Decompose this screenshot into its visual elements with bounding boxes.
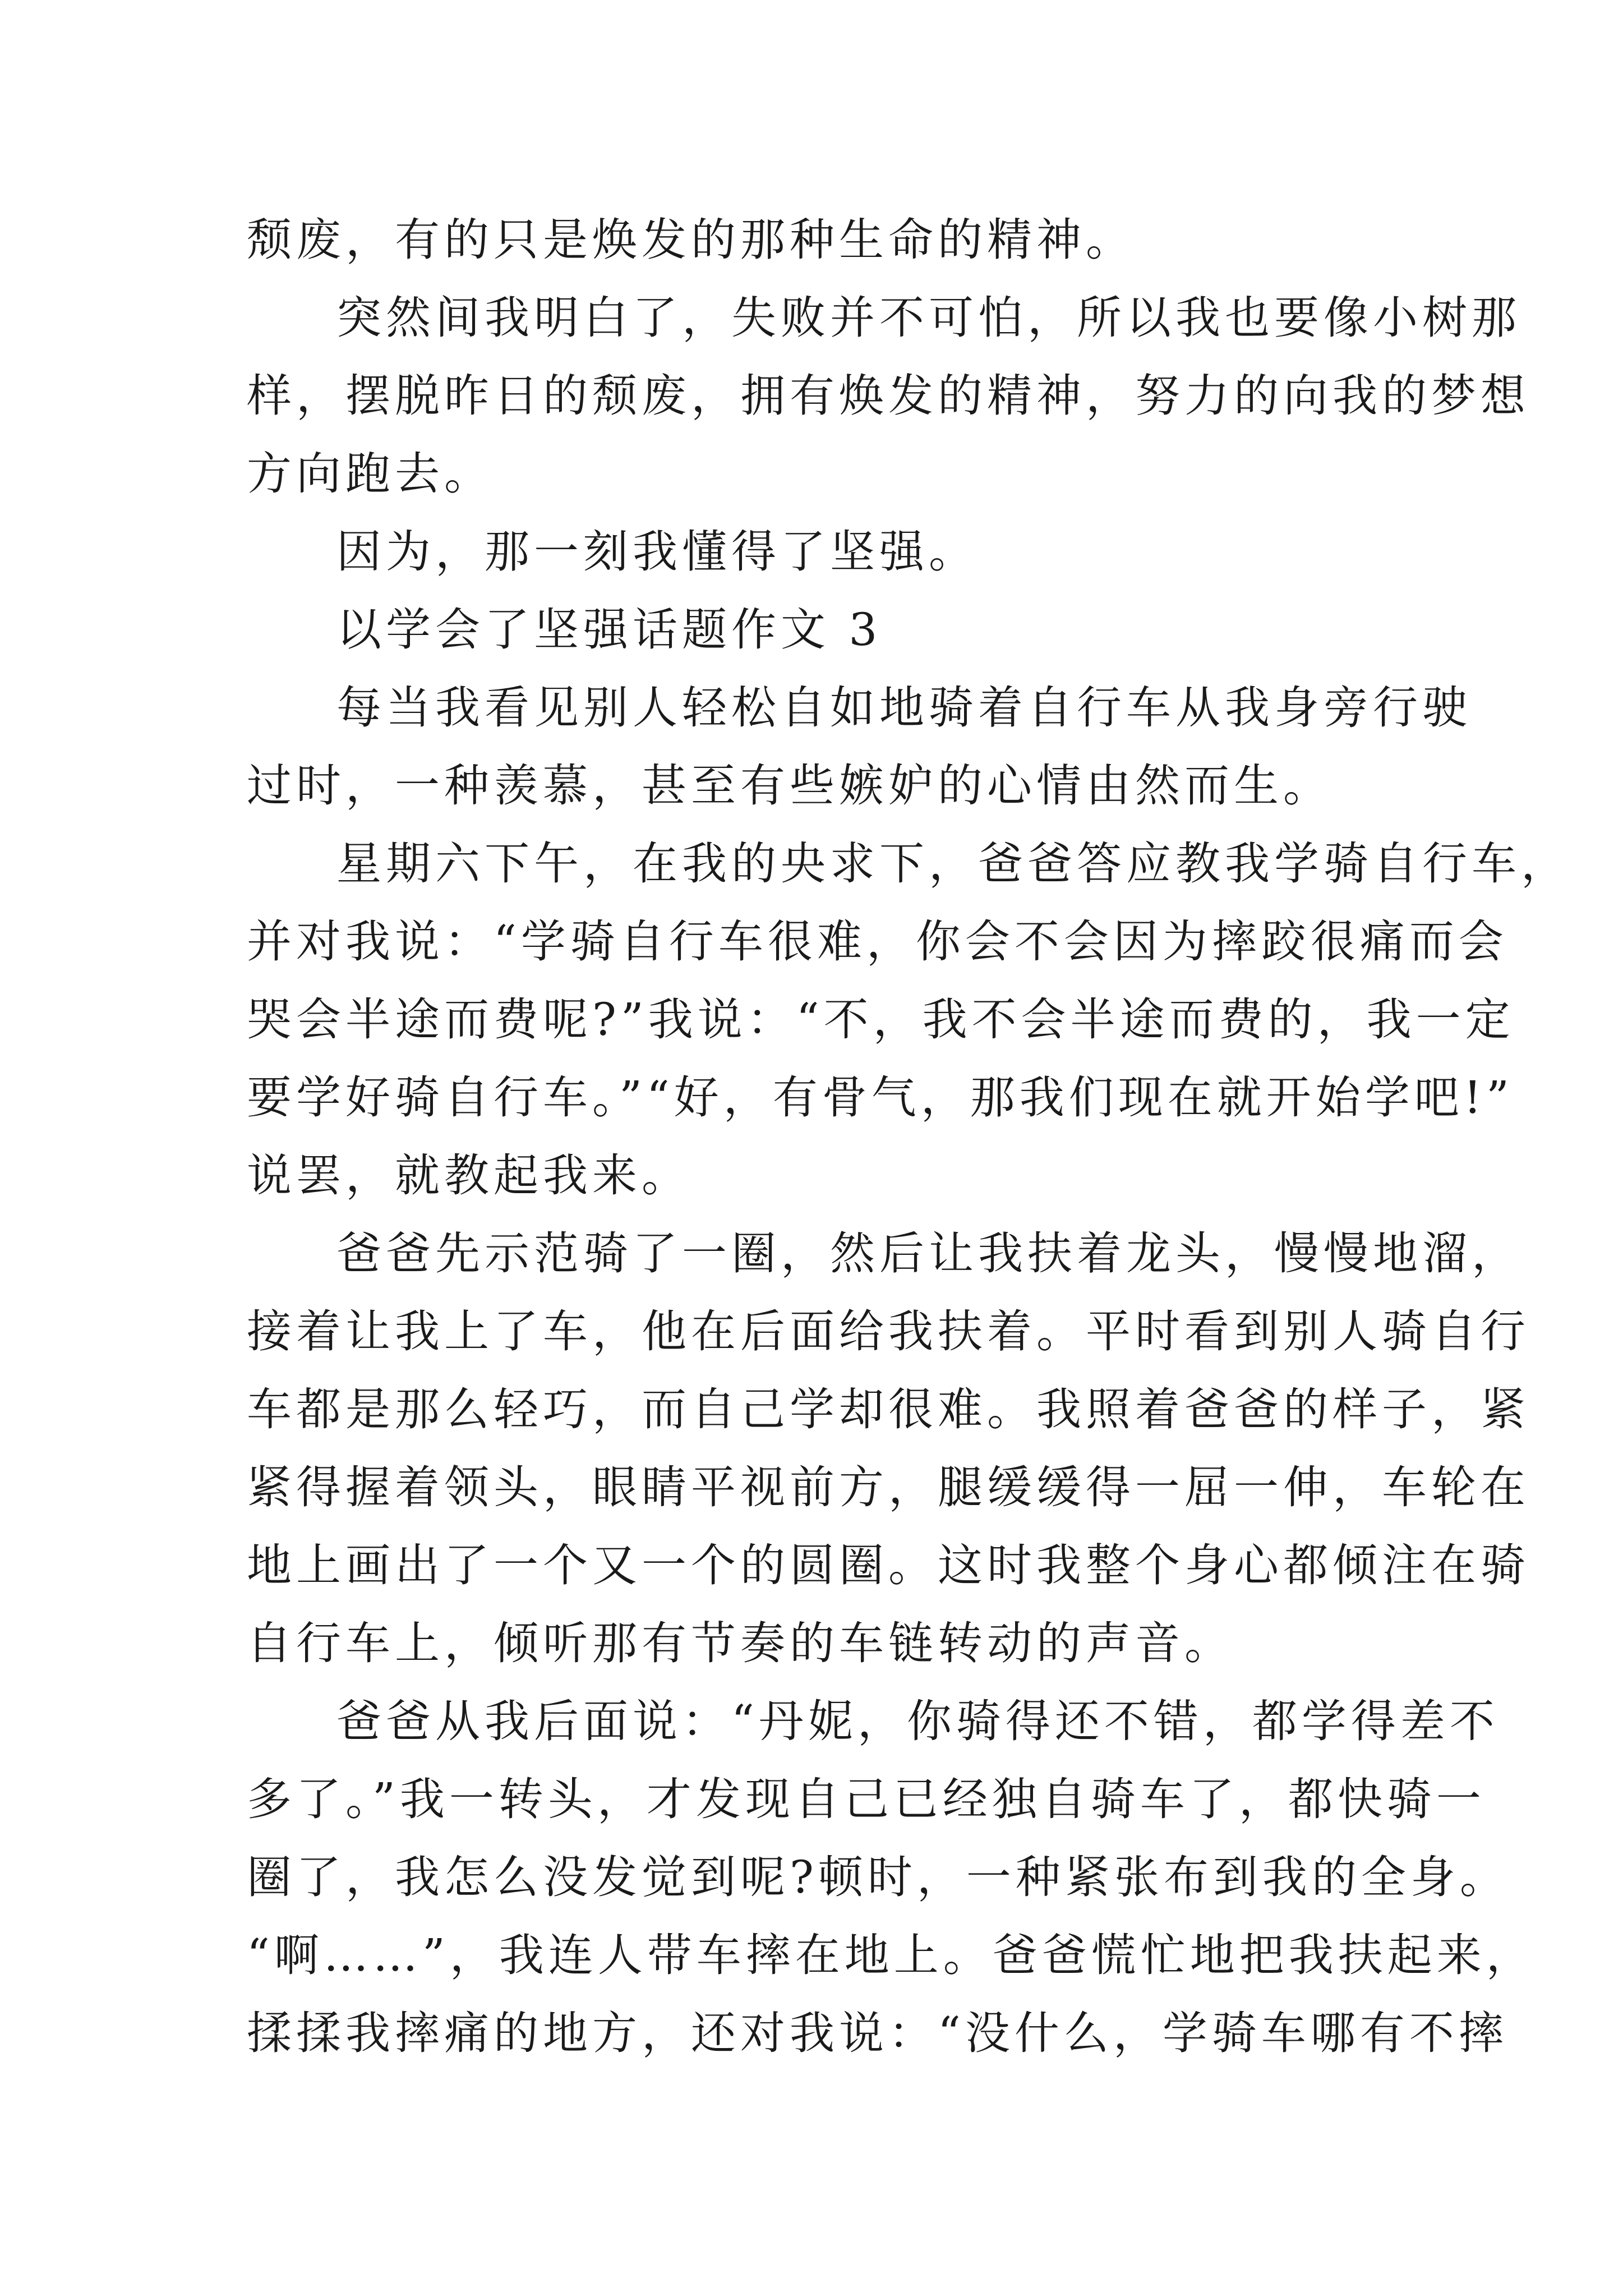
text-line: 突然间我明白了，失败并不可怕，所以我也要像小树那	[336, 292, 1521, 344]
text-line: 要学好骑自行车。”“好，有骨气，那我们现在就开始学吧!”	[247, 1071, 1514, 1124]
text-line: 圈了，我怎么没发觉到呢?顿时，一种紧张布到我的全身。	[247, 1851, 1509, 1903]
text-line: 哭会半途而费呢?”我说：“不，我不会半途而费的，我一定	[247, 993, 1515, 1046]
text-line: 紧得握着领头，眼睛平视前方，腿缓缓得一屈一伸，车轮在	[247, 1461, 1530, 1513]
text-line: 接着让我上了车，他在后面给我扶着。平时看到别人骑自行	[247, 1305, 1530, 1358]
text-line: 星期六下午，在我的央求下，爸爸答应教我学骑自行车，	[336, 838, 1570, 890]
text-line: 地上画出了一个又一个的圆圈。这时我整个身心都倾注在骑	[247, 1539, 1530, 1591]
text-line: 自行车上，倾听那有节奏的车链转动的声音。	[247, 1617, 1234, 1669]
text-line: 方向跑去。	[247, 448, 494, 500]
text-line: 并对我说：“学骑自行车很难，你会不会因为摔跤很痛而会	[247, 915, 1508, 968]
text-line: “啊……”，我连人带车摔在地上。爸爸慌忙地把我扶起来，	[247, 1929, 1536, 1981]
text-line: 因为，那一刻我懂得了坚强。	[336, 526, 978, 578]
text-line: 多了。”我一转头，才发现自己已经独自骑车了，都快骑一	[247, 1773, 1486, 1825]
text-line: 颓废，有的只是焕发的那种生命的精神。	[247, 214, 1135, 266]
document-body	[247, 201, 1570, 2072]
text-line: 爸爸从我后面说：“丹妮，你骑得还不错，都学得差不	[336, 1695, 1499, 1747]
text-line: 过时，一种羡慕，甚至有些嫉妒的心情由然而生。	[247, 760, 1332, 812]
text-line: 说罢，就教起我来。	[247, 1149, 691, 1202]
text-line: 揉揉我摔痛的地方，还对我说：“没什么，学骑车哪有不摔	[247, 2007, 1508, 2059]
text-line: 车都是那么轻巧，而自己学却很难。我照着爸爸的样子，紧	[247, 1383, 1530, 1435]
text-line: 爸爸先示范骑了一圈，然后让我扶着龙头，慢慢地溜，	[336, 1227, 1521, 1280]
text-line: 样，摆脱昨日的颓废，拥有焕发的精神，努力的向我的梦想	[247, 370, 1530, 422]
section-heading: 以学会了坚强话题作文 3	[336, 604, 882, 656]
text-line: 每当我看见别人轻松自如地骑着自行车从我身旁行驶	[336, 682, 1472, 734]
